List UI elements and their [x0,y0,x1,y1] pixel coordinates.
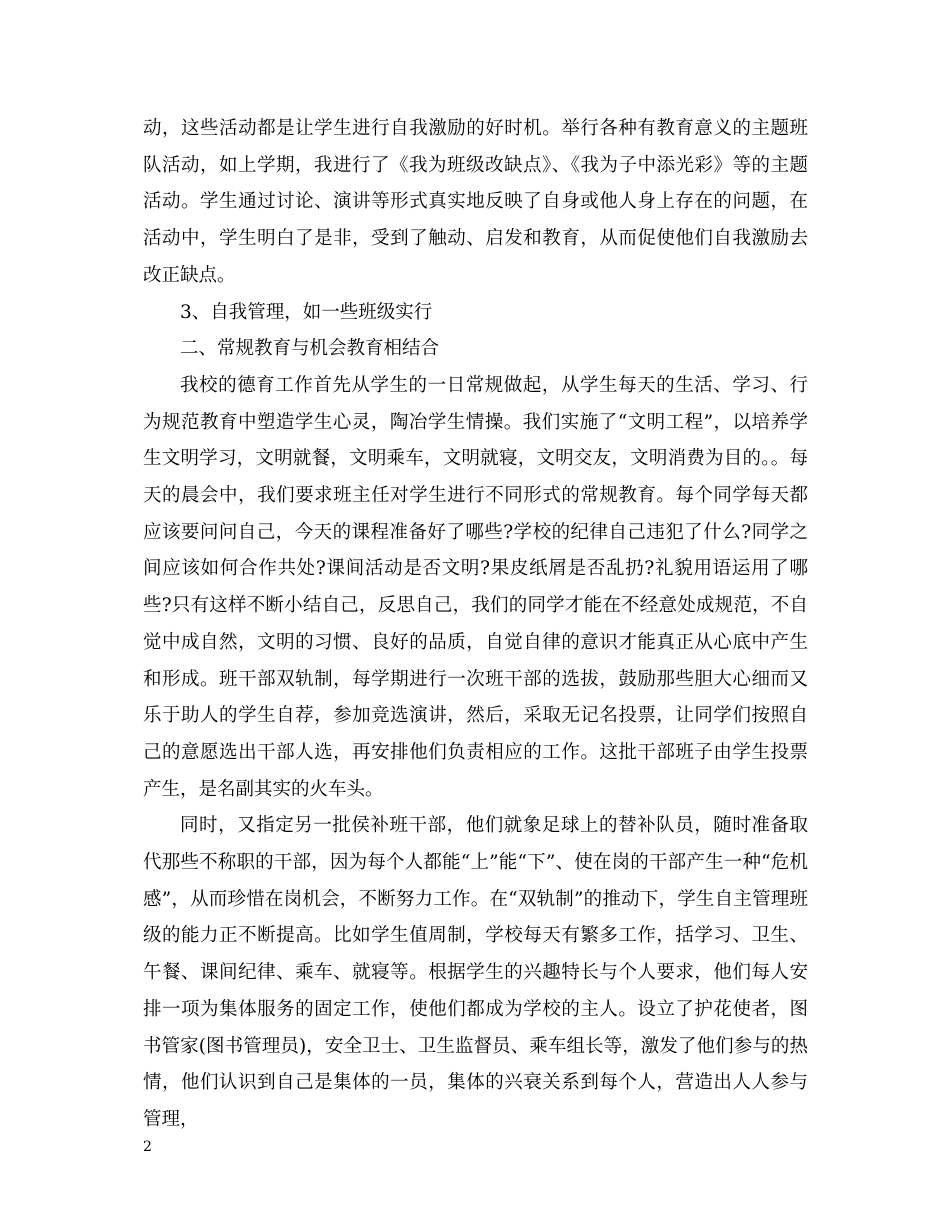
body-text [143,111,808,1139]
paragraph-continuation: 动，这些活动都是让学生进行自我激励的好时机。举行各种有教育意义的主题班队活动，如上学期，我进行了《我为班级改缺点》、《我为子中添光彩》等的主题活动。学生通过讨论、演讲等形式真实地反映了自身或他人身上存在的问题，在活动中，学生明白了是非，受到了触动、启发和教育，从而促使他们自我激励去改正缺点。 [143,118,808,286]
paragraph-heading-self-management: 3、自我管理，如一些班级实行 [180,301,433,323]
page-number: 2 [143,1139,152,1155]
paragraph: 同时，又指定另一批侯补班干部，他们就象足球上的替补队员，随时准备取代那些不称职的干部，因为每个人都能“上”能“下”、使在岗的干部产生一种“危机感”，从而珍惜在岗机会，不断努力工作。在“双轨制”的推动下，学生自主管理班级的能力正不断提高。比如学生值周制，学校每天有繁多工作，括学习、卫生、午餐、课间纪律、乘车、就寝等。根据学生的兴趣特长与个人要求，他们每人安排一项为集体服务的固定工作，使他们都成为学校的主人。设立了护花使者，图书管家(图书管理员)，安全卫士、卫生监督员、乘车组长等，激发了他们参与的热情，他们认识到自己是集体的一员，集体的兴衰关系到每个人，营造出人人参与管理， [143,815,808,1130]
section-heading: 二、常规教育与机会教育相结合 [180,338,440,360]
paragraph: 我校的德育工作首先从学生的一日常规做起，从学生每天的生活、学习、行为规范教育中塑造学生心灵，陶冶学生情操。我们实施了“文明工程”，以培养学生文明学习，文明就餐，文明乘车，文明就寝，文明交友，文明消费为目的。。每天的晨会中，我们要求班主任对学生进行不同形式的常规教育。每个同学每天都应该要问问自己，今天的课程准备好了哪些?学校的纪律自己违犯了什么?同学之间应该如何合作共处?课间活动是否文明?果皮纸屑是否乱扔?礼貌用语运用了哪些?只有这样不断小结自己，反思自己，我们的同学才能在不经意处成规范，不自觉中成自然，文明的习惯、良好的品质，自觉自律的意识才能真正从心底中产生和形成。班干部双轨制，每学期进行一次班干部的选拔，鼓励那些胆大心细而又乐于助人的学生自荐，参加竞选演讲，然后，采取无记名投票，让同学们按照自己的意愿选出干部人选，再安排他们负责相应的工作。这批干部班子由学生投票产生，是名副其实的火车头。 [143,374,808,800]
